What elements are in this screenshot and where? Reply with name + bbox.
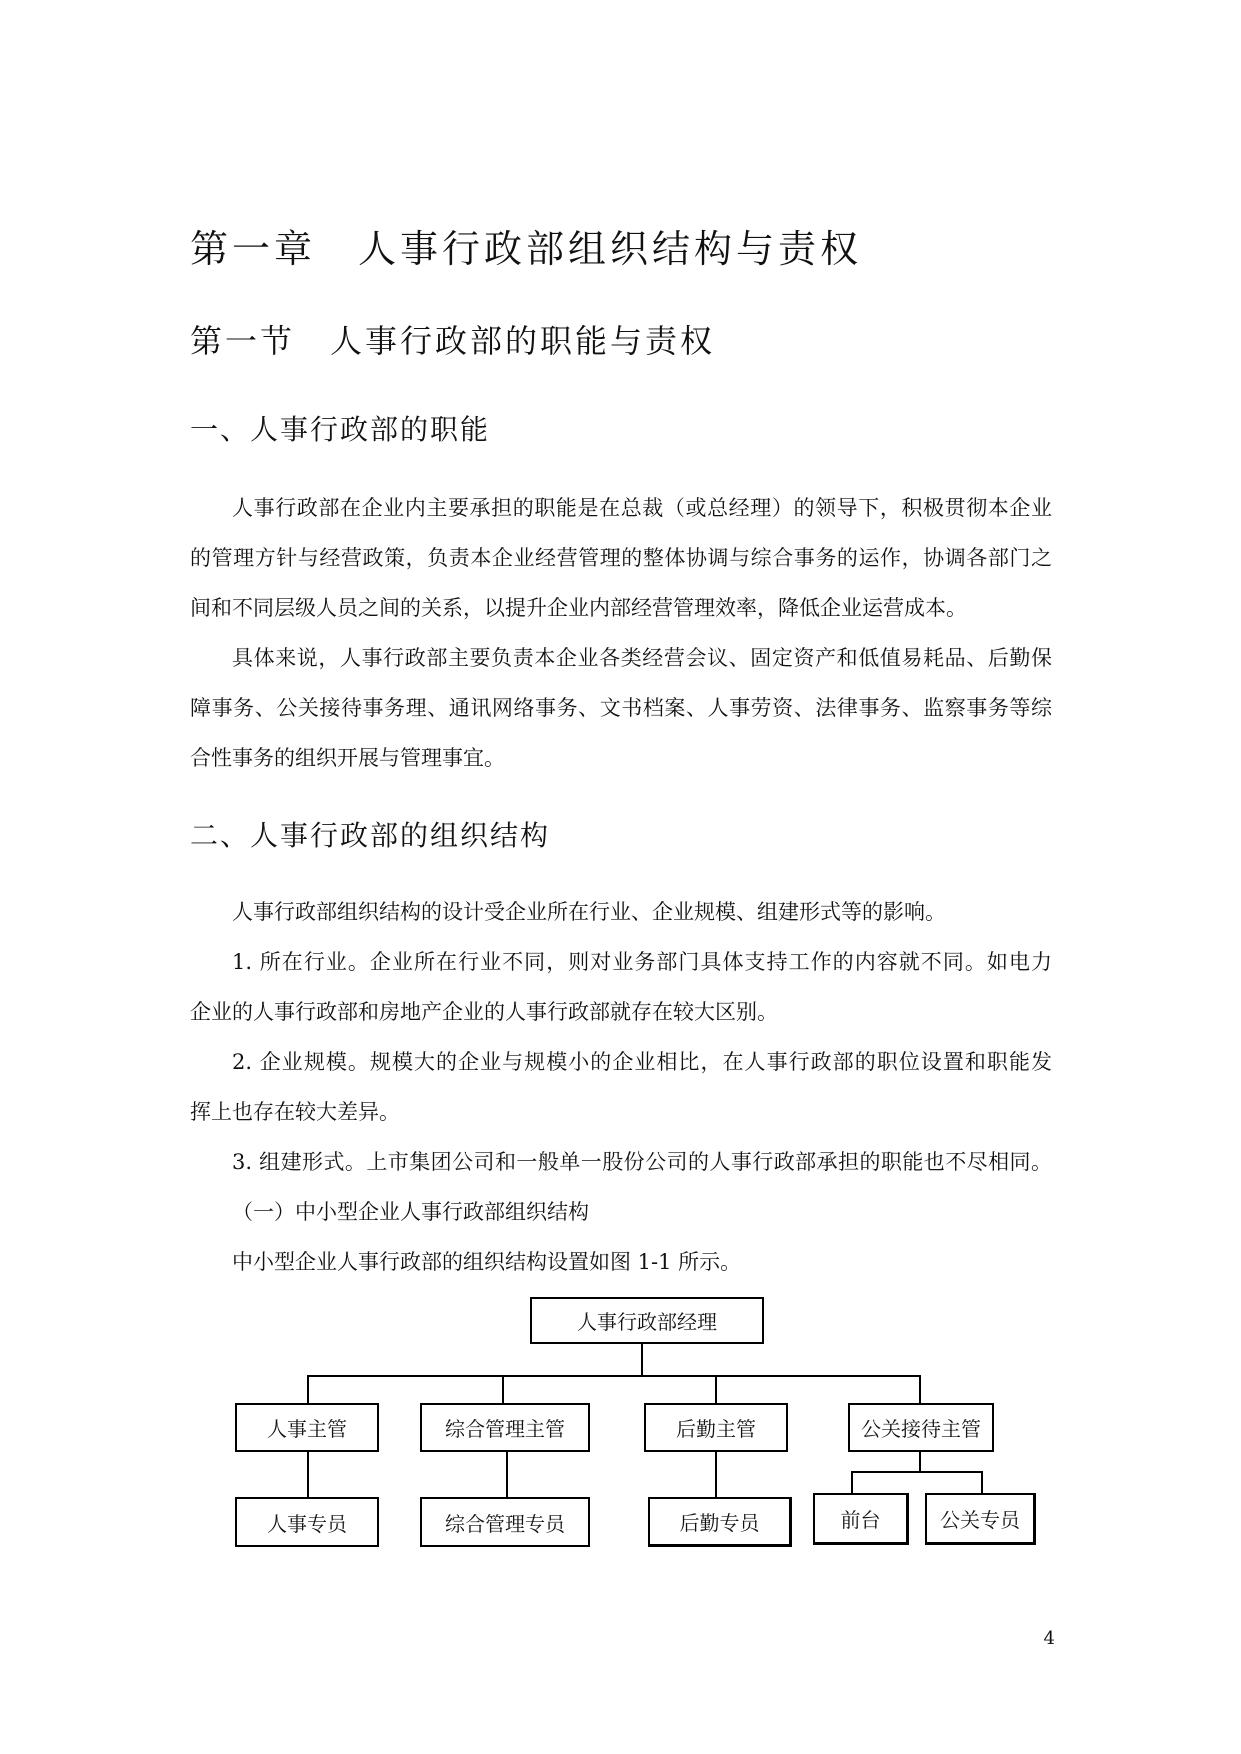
text-line: 障事务、公关接待事务理、通讯网络事务、文书档案、人事劳资、法律事务、监察事务等综 [190, 696, 1052, 720]
text-line: 具体来说，人事行政部主要负责本企业各类经营会议、固定资产和低值易耗品、后勤保 [232, 646, 1052, 670]
org-node-staff: 公关专员 [925, 1493, 1036, 1545]
text-line: 挥上也存在较大差异。 [190, 1100, 400, 1124]
paragraph-functions [190, 483, 1052, 783]
text-line: 合性事务的组织开展与管理事宜。 [190, 746, 505, 770]
text-line: 企业的人事行政部和房地产企业的人事行政部就存在较大区别。 [190, 1000, 778, 1024]
org-node-manager: 公关接待主管 [848, 1403, 994, 1452]
connector-line [981, 1471, 983, 1495]
connector-line [919, 1451, 921, 1472]
org-node-manager: 人事主管 [235, 1403, 379, 1452]
org-node-staff: 后勤专员 [648, 1497, 792, 1547]
org-node-root: 人事行政部经理 [530, 1297, 764, 1344]
connector-line [641, 1342, 643, 1376]
paragraph-structure [190, 887, 1052, 1287]
section-title: 第一节 人事行政部的职能与责权 [190, 322, 716, 360]
text-line: 3. 组建形式。上市集团公司和一般单一股份公司的人事行政部承担的职能也不尽相同。 [232, 1150, 1052, 1174]
connector-line [715, 1375, 717, 1405]
connector-line [851, 1471, 983, 1473]
subsection-heading-1: 一、人事行政部的职能 [190, 413, 491, 446]
text-line: 间和不同层级人员之间的关系，以提升企业内部经营管理效率，降低企业运营成本。 [190, 596, 967, 620]
text-line: 人事行政部在企业内主要承担的职能是在总裁（或总经理）的领导下，积极贯彻本企业 [232, 496, 1052, 520]
subsection-heading-2: 二、人事行政部的组织结构 [190, 819, 551, 852]
connector-line [502, 1375, 504, 1405]
connector-line [919, 1375, 921, 1405]
connector-line [307, 1375, 309, 1405]
connector-line [506, 1451, 508, 1503]
text-line: （一）中小型企业人事行政部组织结构 [232, 1200, 589, 1224]
org-node-manager: 后勤主管 [644, 1403, 788, 1452]
text-line: 1. 所在行业。企业所在行业不同，则对业务部门具体支持工作的内容就不同。如电力 [232, 950, 1052, 974]
connector-line [307, 1375, 921, 1377]
connector-line [715, 1451, 717, 1503]
connector-line [307, 1451, 309, 1503]
text-line: 人事行政部组织结构的设计受企业所在行业、企业规模、组建形式等的影响。 [232, 900, 946, 924]
org-node-staff: 综合管理专员 [420, 1497, 590, 1547]
org-node-manager: 综合管理主管 [420, 1403, 590, 1452]
org-node-staff: 人事专员 [235, 1497, 379, 1547]
text-line: 中小型企业人事行政部的组织结构设置如图 1-1 所示。 [232, 1250, 742, 1274]
connector-line [851, 1471, 853, 1495]
text-line: 2. 企业规模。规模大的企业与规模小的企业相比，在人事行政部的职位设置和职能发 [232, 1050, 1052, 1074]
chapter-title: 第一章 人事行政部组织结构与责权 [190, 227, 863, 271]
text-line: 的管理方针与经营政策，负责本企业经营管理的整体协调与综合事务的运作，协调各部门之 [190, 546, 1052, 570]
org-node-staff: 前台 [813, 1493, 909, 1545]
page-number: 4 [1043, 1628, 1055, 1649]
